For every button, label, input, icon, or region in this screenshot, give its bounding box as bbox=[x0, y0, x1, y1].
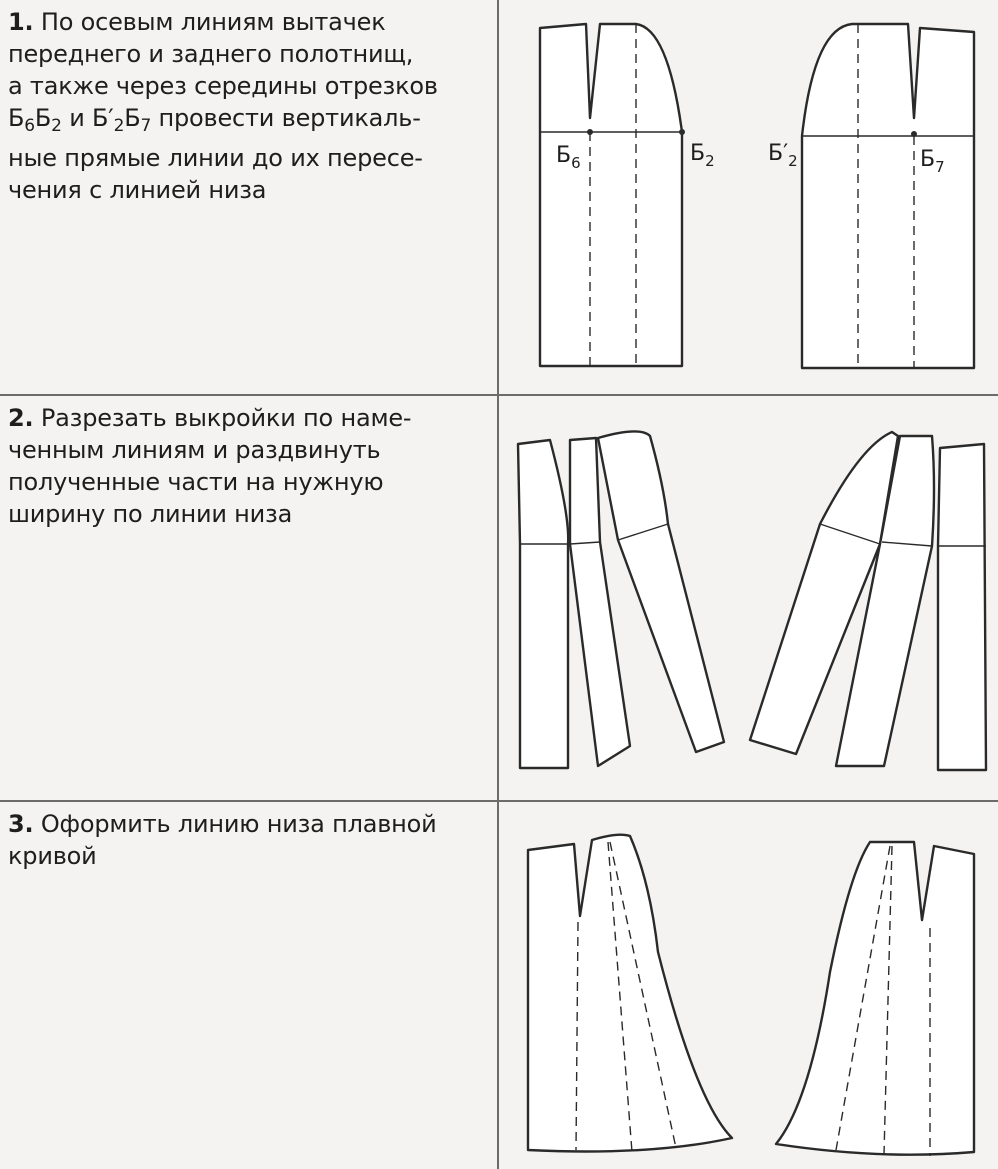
text-line: переднего и заднего полотнищ, bbox=[8, 40, 414, 68]
text-line: ные прямые линии до их пересе- bbox=[8, 144, 423, 172]
text-line: кривой bbox=[8, 842, 97, 870]
back-piece-3 bbox=[938, 444, 986, 770]
text-line: $Б_6Б_2$ и $Б'_2Б_7$ провести вертикаль- bbox=[8, 104, 421, 136]
back-final-outline bbox=[776, 842, 974, 1155]
front-panel-outline bbox=[540, 24, 682, 366]
back-panel-outline bbox=[802, 24, 974, 368]
text-line: Разрезать выкройки по наме- bbox=[40, 404, 412, 432]
step-2-text bbox=[8, 402, 486, 530]
figure-1-skirt-panels bbox=[500, 0, 998, 394]
text-line: Оформить линию низа плавной bbox=[40, 810, 437, 838]
text-line: чения с линией низа bbox=[8, 176, 267, 204]
text-line: полученные части на нужную bbox=[8, 468, 384, 496]
front-final-outline bbox=[528, 835, 732, 1152]
text-line: а также через середины отрезков bbox=[8, 72, 438, 100]
text-line: По осевым линиям вытачек bbox=[40, 8, 386, 36]
step-number: 1. bbox=[8, 8, 34, 36]
step-1-text bbox=[8, 6, 486, 206]
label-b7: $Б_7$ bbox=[920, 147, 945, 176]
step-number: 2. bbox=[8, 404, 34, 432]
step-row-2 bbox=[0, 396, 998, 802]
label-b2: $Б_2$ bbox=[690, 141, 715, 170]
figure-3-final-pattern bbox=[500, 802, 998, 1167]
label-b2-prime: $Б'_2$ bbox=[768, 141, 798, 170]
text-line: ширину по линии низа bbox=[8, 500, 293, 528]
label-b6: $Б_6$ bbox=[556, 143, 581, 172]
step-3-text bbox=[8, 808, 486, 872]
front-piece-1 bbox=[518, 440, 568, 768]
step-row-1 bbox=[0, 0, 998, 396]
step-number: 3. bbox=[8, 810, 34, 838]
text-line: ченным линиям и раздвинуть bbox=[8, 436, 381, 464]
step-row-3 bbox=[0, 802, 998, 1169]
figure-2-spread-pieces bbox=[500, 396, 998, 800]
